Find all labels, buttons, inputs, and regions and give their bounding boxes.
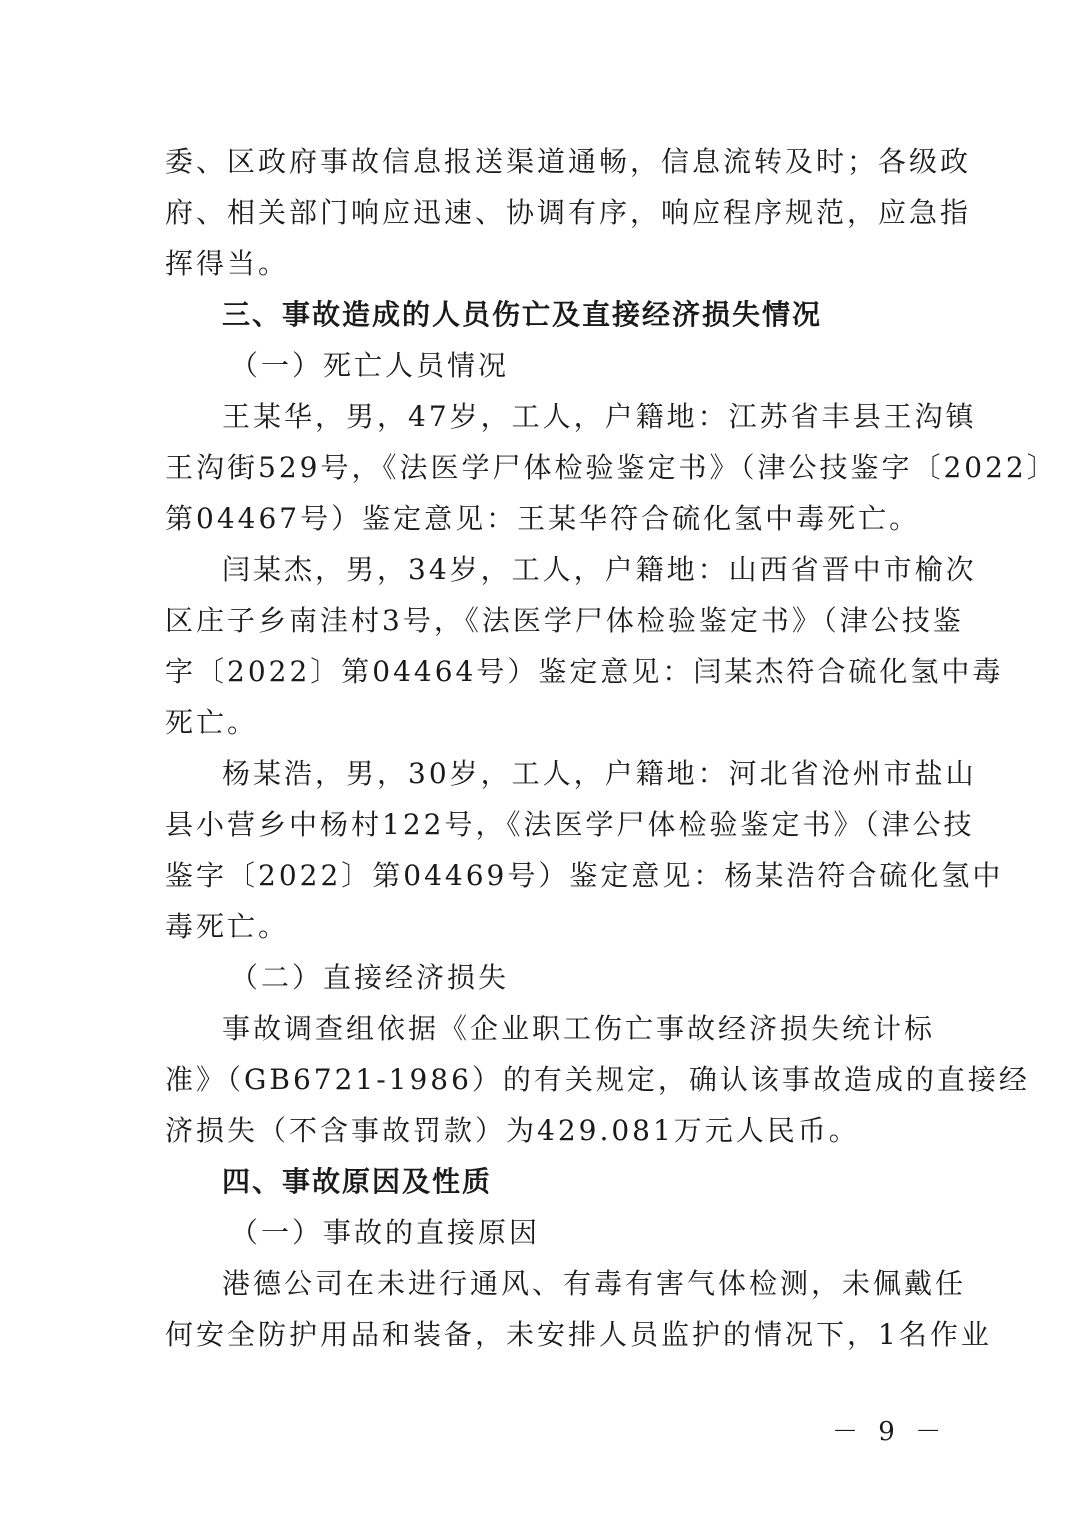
body-text-line: 鉴字〔2022〕第04469号）鉴定意见：杨某浩符合硫化氢中 bbox=[165, 859, 1004, 892]
body-text-line: 济损失（不含事故罚款）为429.081万元人民币。 bbox=[165, 1114, 860, 1147]
subsection-heading: （二）直接经济损失 bbox=[230, 961, 510, 994]
subsection-heading: （一）死亡人员情况 bbox=[230, 349, 510, 382]
body-text-line: 死亡。 bbox=[165, 706, 259, 739]
page-number: － 9 － bbox=[832, 1417, 948, 1447]
section-heading: 三、事故造成的人员伤亡及直接经济损失情况 bbox=[222, 298, 823, 331]
body-text-line: 杨某浩，男，30岁，工人，户籍地：河北省沧州市盐山 bbox=[222, 757, 977, 790]
body-text-line: 准》（GB6721-1986）的有关规定，确认该事故造成的直接经 bbox=[165, 1063, 1030, 1096]
body-text-line: 何安全防护用品和装备，未安排人员监护的情况下，1名作业 bbox=[165, 1318, 992, 1351]
subsection-heading: （一）事故的直接原因 bbox=[230, 1216, 541, 1249]
body-text-line: 毒死亡。 bbox=[165, 910, 290, 943]
body-text-line: 王某华，男，47岁，工人，户籍地：江苏省丰县王沟镇 bbox=[222, 400, 977, 433]
body-text-line: 府、相关部门响应迅速、协调有序，响应程序规范，应急指 bbox=[165, 196, 972, 229]
body-text-line: 王沟街529号，《法医学尸体检验鉴定书》（津公技鉴字〔2022〕 bbox=[165, 451, 1058, 484]
body-text-line: 第04467号）鉴定意见：王某华符合硫化氢中毒死亡。 bbox=[165, 502, 921, 535]
body-text-line: 区庄子乡南洼村3号，《法医学尸体检验鉴定书》（津公技鉴 bbox=[165, 604, 964, 637]
body-text-line: 港德公司在未进行通风、有毒有害气体检测，未佩戴任 bbox=[222, 1267, 967, 1300]
body-text-line: 字〔2022〕第04464号）鉴定意见：闫某杰符合硫化氢中毒 bbox=[165, 655, 1004, 688]
body-text-line: 闫某杰，男，34岁，工人，户籍地：山西省晋中市榆次 bbox=[222, 553, 977, 586]
body-text-line: 挥得当。 bbox=[165, 247, 290, 280]
body-text-line: 委、区政府事故信息报送渠道通畅，信息流转及时；各级政 bbox=[165, 145, 972, 178]
body-text-line: 县小营乡中杨村122号，《法医学尸体检验鉴定书》（津公技 bbox=[165, 808, 975, 841]
body-text-line: 事故调查组依据《企业职工伤亡事故经济损失统计标 bbox=[222, 1012, 936, 1045]
section-heading: 四、事故原因及性质 bbox=[222, 1165, 493, 1198]
